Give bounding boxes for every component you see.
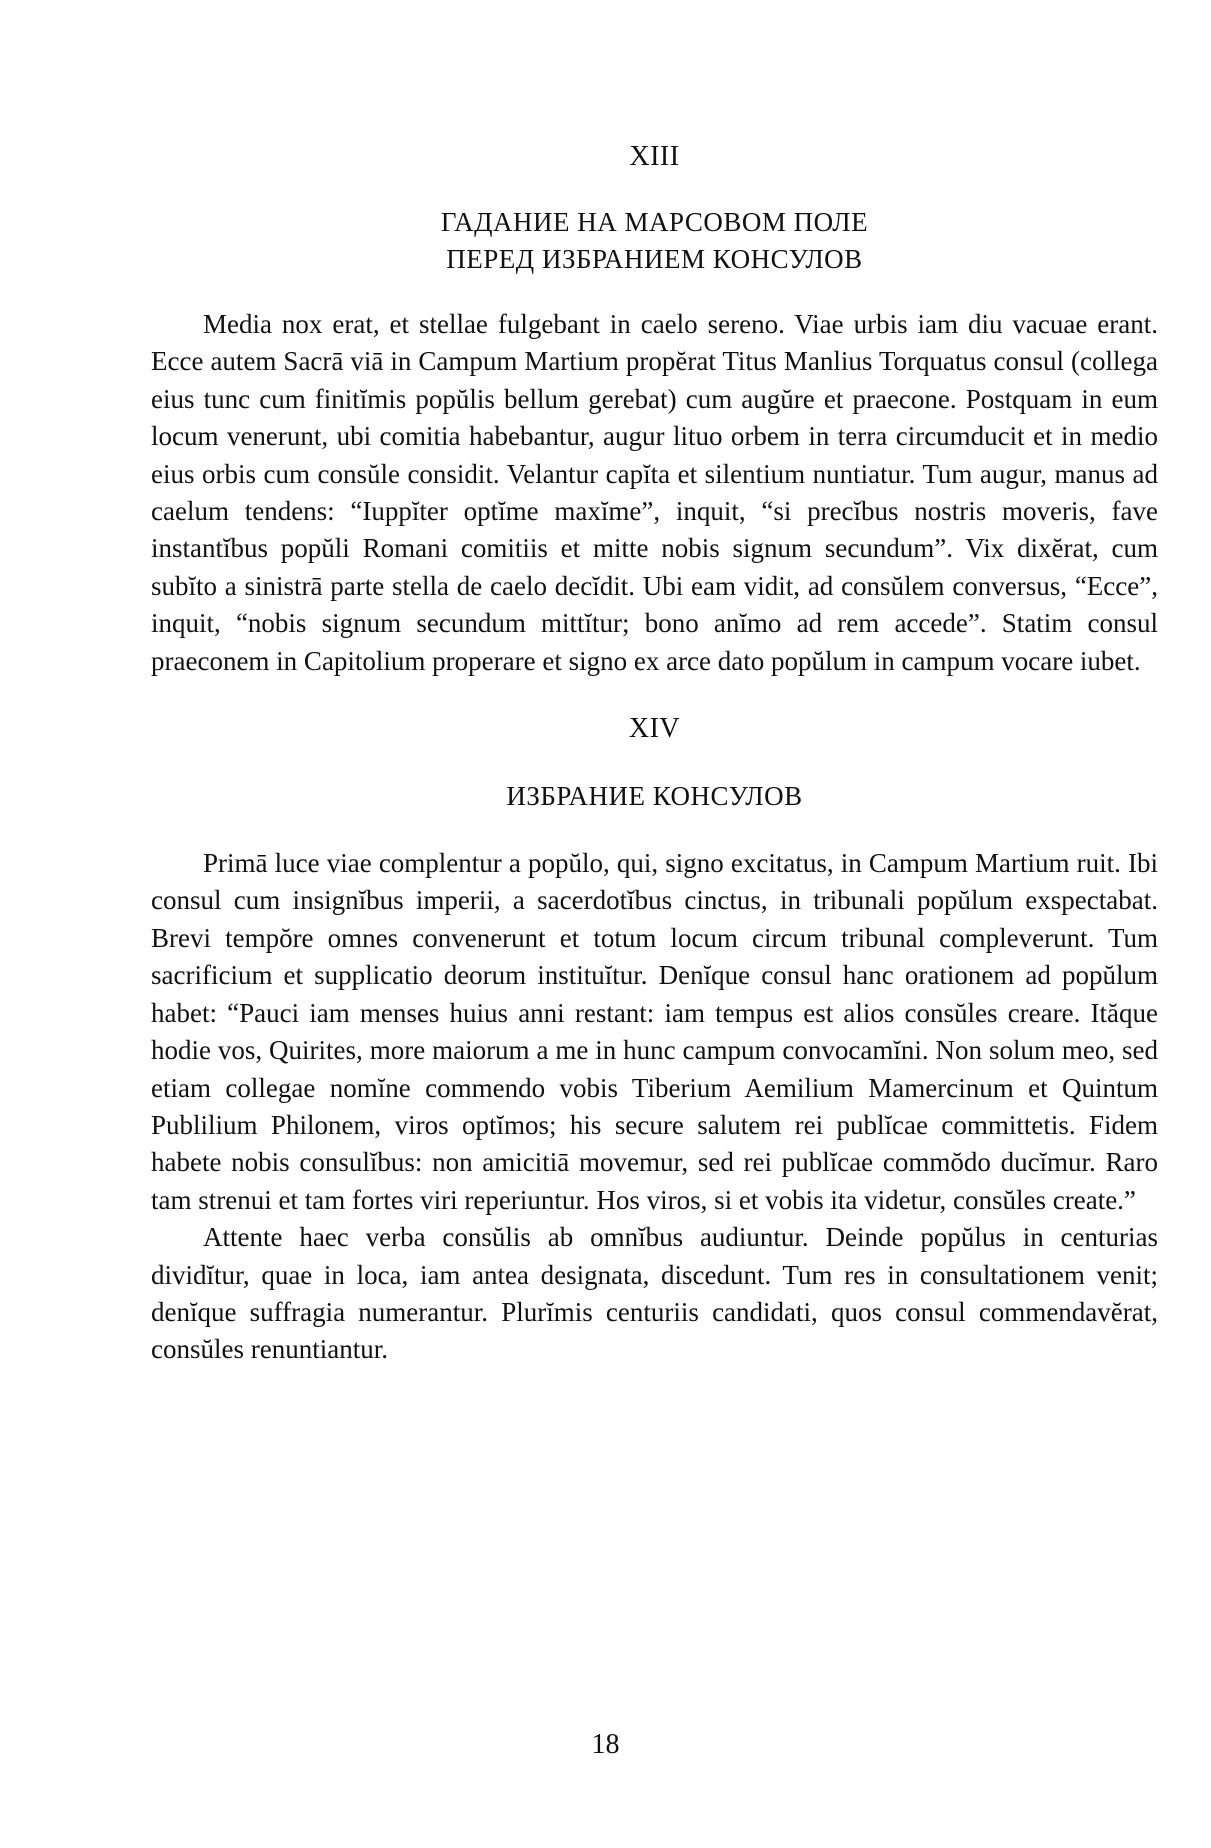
- page-body: [151, 0, 1158, 1369]
- section-title-line: ИЗБРАНИЕ КОНСУЛОВ: [506, 781, 803, 812]
- section-xiii: [151, 0, 1158, 680]
- section-title-line: ПЕРЕД ИЗБРАНИЕМ КОНСУЛОВ: [446, 244, 863, 274]
- section-title-line: ГАДАНИЕ НА МАРСОВОМ ПОЛЕ: [440, 207, 869, 237]
- section-number: XIII: [629, 141, 680, 172]
- paragraph: Primā luce viae complentur a popŭlo, qui, signo excitatus, in Campum Martium ruit. Ibi consul cum insignĭbus imperii, a sacerdotĭbus cinctus, in tribunali popŭlum exspectabat. Brevi tempŏre omnes convenerunt et totum locum circum tribunal compleverunt. Tum sacrificium et supplicatio deorum instituĭtur. Denĭque consul hanc orationem ad popŭlum habet: “Pauci iam menses huius anni restant: iam tempus est alios consŭles creare. Ităque hodie vos, Quirites, more maiorum a me in hunc campum convocamĭni. Non solum meo, sed etiam collegae nomĭne commendo vobis Tiberium Aemilium Mamercinum et Quintum Publilium Philonem, viros optĭmos; his secure salutem rei publĭcae committetis. Fidem habete nobis consulĭbus: non amicitiā movemur, sed rei publĭcae commŏdo ducĭmur. Raro tam strenui et tam fortes viri reperiuntur. Hos viros, si et vobis ita videtur, consŭles create.”: [151, 848, 1158, 1215]
- page-number: 18: [591, 1729, 620, 1760]
- section-number: XIV: [628, 713, 681, 745]
- paragraph: Attente haec verba consŭlis ab omnĭbus audiuntur. Deinde popŭlus in centurias dividĭtur, quae in loca, iam antea designata, discedunt. Tum res in consultationem venit; denĭque suffragia numerantur. Plurĭmis centuriis candidati, quos consul commendavĕrat, consŭles renuntiantur.: [151, 1222, 1158, 1365]
- paragraph: Media nox erat, et stellae fulgebant in caelo sereno. Viae urbis iam diu vacuae erant. Ecce autem Sacrā viā in Campum Martium propĕrat Titus Manlius Torquatus consul (collega eius tunc cum finitĭmis popŭlis bellum gerebat) cum augŭre et praecone. Postquam in eum locum venerunt, ubi comitia habebantur, augur lituo orbem in terra circumducit et in medio eius orbis cum consŭle considit. Velantur capĭta et silentium nuntiatur. Tum augur, manus ad caelum tendens: “Iuppĭter optĭme maxĭme”, inquit, “si precĭbus nostris moveris, fave instantĭbus popŭli Romani comitiis et mitte nobis signum secundum”. Vix dixĕrat, cum subĭto a sinistrā parte stella de caelo decĭdit. Ubi eam vidit, ad consŭlem conversus, “Ecce”, inquit, “nobis signum secundum mittĭtur; bono anĭmo ad rem accede”. Statim consul praeconem in Capitolium properare et signo ex arce dato popŭlum in campum vocare iubet.: [151, 309, 1158, 676]
- section-xiv: [151, 680, 1158, 1369]
